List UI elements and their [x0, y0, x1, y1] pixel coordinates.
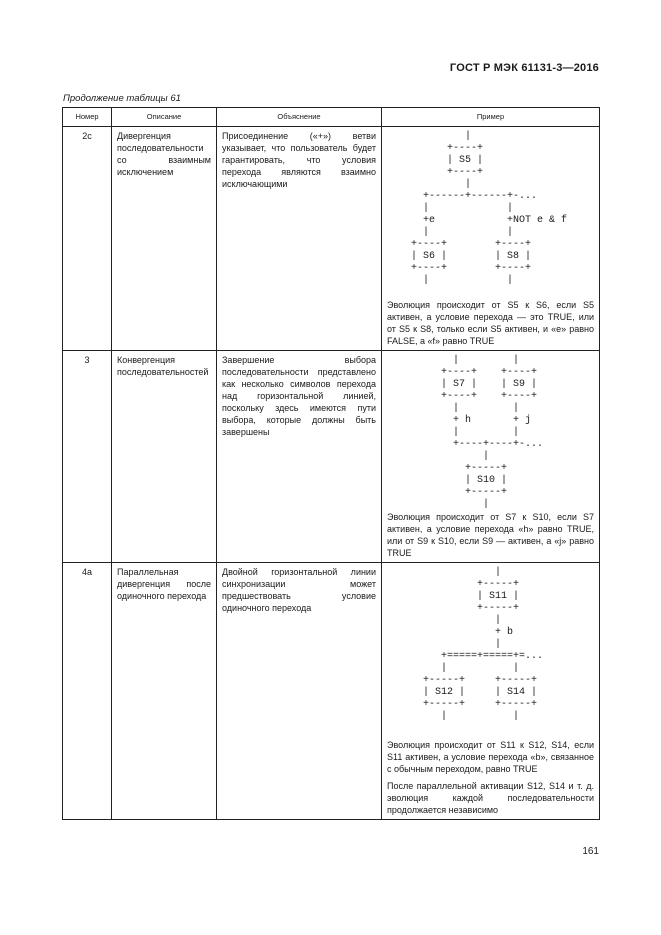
row-example [382, 563, 600, 820]
example-description: Эволюция происходит от S11 к S12, S14, если S11 активен, а условие перехода «b», связанное с обычным переходом, равно TRUE [387, 740, 594, 774]
row-number: 3 [63, 351, 112, 563]
row-explanation: Завершение выбора последовательности представлено как несколько символов перехода над горизонтальной линией, поскольку здесь имеются пути выбора, которые должны быть завершены [217, 351, 382, 563]
column-header-example: Пример [382, 108, 600, 127]
row-number: 4a [63, 563, 112, 820]
column-header-description: Описание [112, 108, 217, 127]
table-row [63, 127, 600, 351]
row-description: Конвергенция последовательностей [112, 351, 217, 563]
table-header-row [63, 108, 600, 127]
sfc-diagram: | | +----+ +----+ | S7 | | S9 | +----+ +----+ | | + h + j | | +----+----+-... | +-----+ | S10 | +-----+ | [441, 355, 544, 510]
row-explanation: Двойной горизонтальной линии синхронизации может предшествовать условие одиночного перехода [217, 563, 382, 820]
example-description: Эволюция происходит от S7 к S10, если S7 активен, а условие перехода «h» равно TRUE, или от S9 к S10, если S9 — активен, а «j» равно TRUE [387, 512, 594, 558]
example-description-continued: После параллельной активации S12, S14 и т. д. эволюция каждой последовательности продолжается независимо [387, 781, 594, 815]
table-61 [62, 107, 600, 820]
row-number: 2c [63, 127, 112, 351]
table-continuation-caption: Продолжение таблицы 61 [63, 93, 181, 104]
table-row [63, 563, 600, 820]
table-row [63, 351, 600, 563]
example-description: Эволюция происходит от S5 к S6, если S5 активен, а условие перехода — это TRUE, или от S5 к S8, только если S5 активен, и «e» равно FALSE, а «f» равно TRUE [387, 300, 594, 346]
row-description: Параллельная дивергенция после одиночного перехода [112, 563, 217, 820]
sfc-diagram: | +-----+ | S11 | +-----+ | + b | +=====+=====+=... | | +-----+ +-----+ | S12 | | S14 | +-----+ +-----+ | | [423, 567, 544, 722]
sfc-diagram: | +----+ | S5 | +----+ | +------+------+-... | | +e +NOT e & f | | +----+ +----+ | S6 | | S8 | +----+ +----+ | | [411, 131, 568, 286]
page-number: 161 [582, 846, 599, 857]
row-example [382, 351, 600, 563]
column-header-explanation: Объяснение [217, 108, 382, 127]
row-explanation: Присоединение («+») ветви указывает, что пользователь будет гарантировать, что условия перехода являются взаимно исключающими [217, 127, 382, 351]
column-header-number: Номер [63, 108, 112, 127]
row-example [382, 127, 600, 351]
row-description: Дивергенция последовательности со взаимным исключением [112, 127, 217, 351]
document-header: ГОСТ Р МЭК 61131-3—2016 [449, 62, 599, 74]
